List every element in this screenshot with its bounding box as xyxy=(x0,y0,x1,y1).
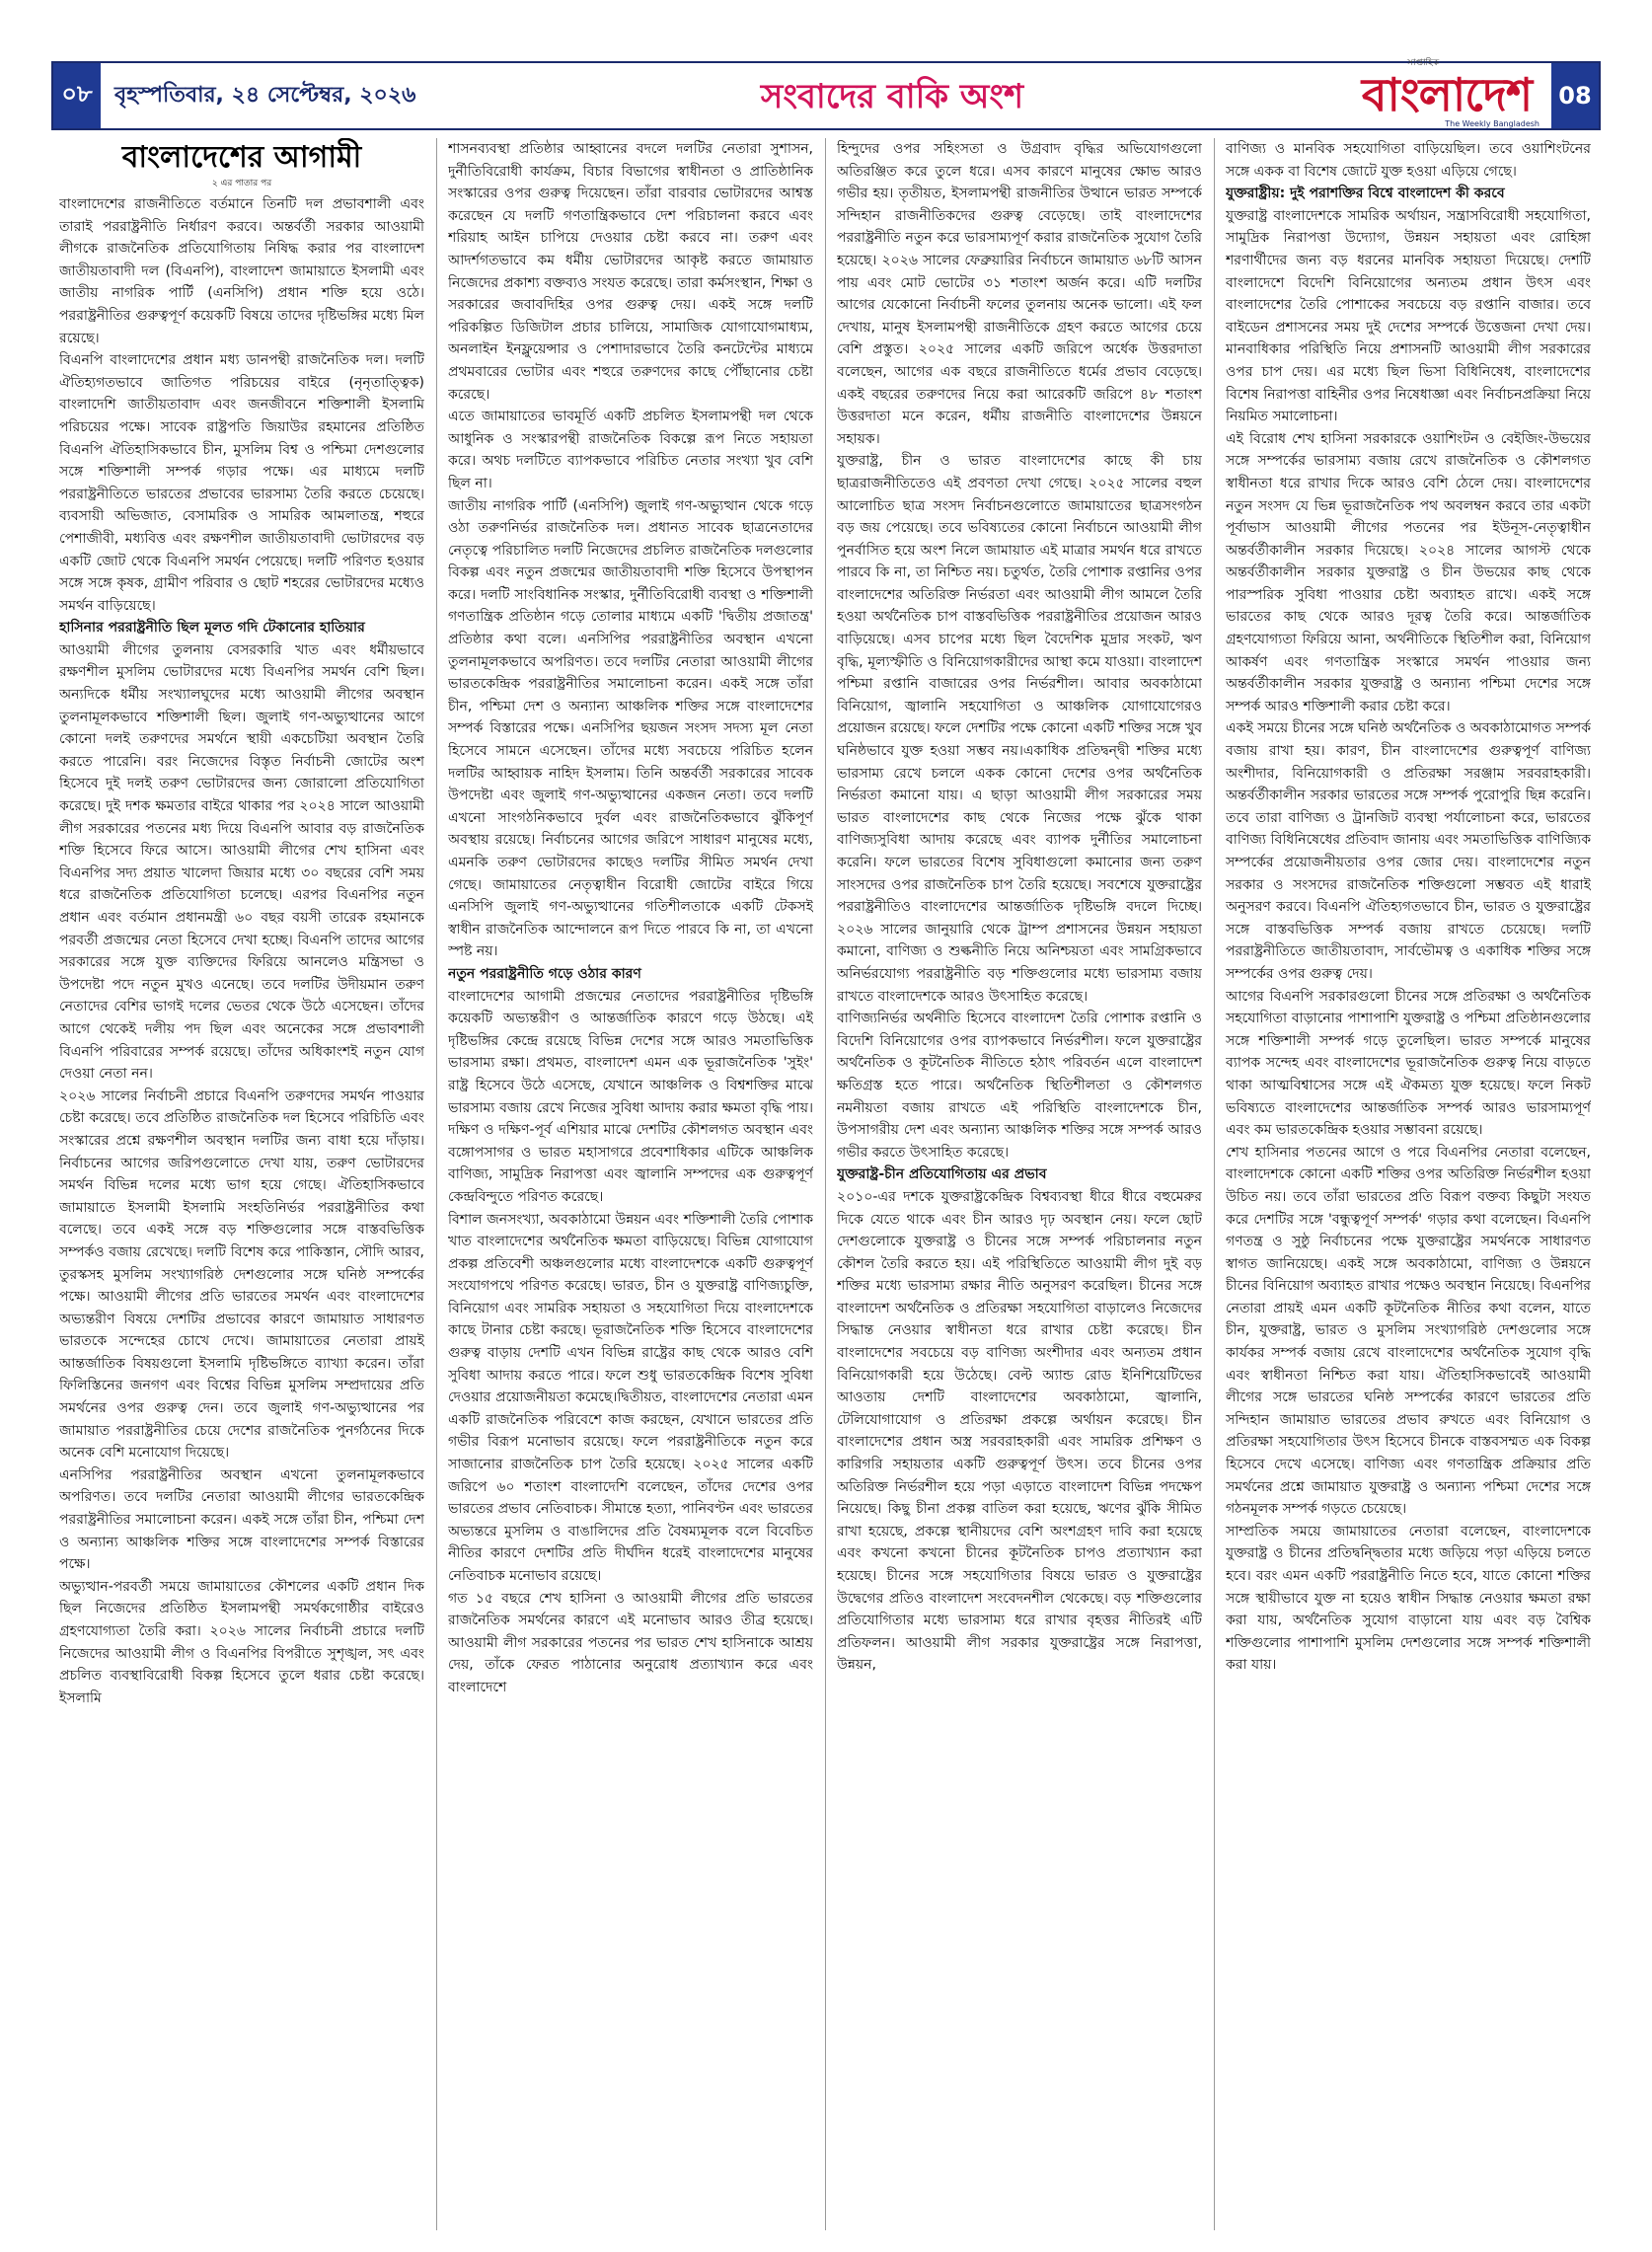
column-divider xyxy=(825,138,826,2230)
paragraph: অভ্যুত্থান-পরবর্তী সময়ে জামায়াতের কৌশলের একটি প্রধান দিক ছিল নিজেদের প্রতিষ্ঠিত ইসলামপন্থী সমর্থকগোষ্ঠীর বাইরেও গ্রহণযোগ্যতা তৈরি করা। ২০২৬ সালের নির্বাচনী প্রচারে দলটি নিজেদের আওয়ামী লীগ ও বিএনপির বিপরীতে সুশৃঙ্খল, সৎ এবং প্রচলিত ব্যবস্থাবিরোধী বিকল্প হিসেবে তুলে ধরার চেষ্টা করেছে। ইসলামি xyxy=(59,1578,424,1706)
subheading: যুক্তরাষ্ট্রীয়: দুই পরাশক্তির বিশ্বে বাংলাদেশ কী করবে xyxy=(1226,186,1505,202)
page-number-right: 08 xyxy=(1551,63,1599,128)
paragraph: একই সময়ে চীনের সঙ্গে ঘনিষ্ঠ অর্থনৈতিক ও অবকাঠামোগত সম্পর্ক বজায় রাখা হয়। কারণ, চীন বাংলাদেশের গুরুত্বপূর্ণ বাণিজ্য অংশীদার, বিনিয়োগকারী ও প্রতিরক্ষা সরঞ্জাম সরবরাহকারী। অন্তর্বর্তীকালীন সরকার ভারতের সঙ্গে সম্পর্ক পুরোপুরি ছিন্ন করেনি। তবে তারা বাণিজ্য ও ট্রানজিট ব্যবস্থা পর্যালোচনা করে, ভারতের বাণিজ্য বিধিনিষেধের প্রতিবাদ জানায় এবং সমতাভিত্তিক বাণিজ্যিক সম্পর্কের প্রয়োজনীয়তার ওপর জোর দেয়। বাংলাদেশের নতুন সরকার ও সংসদের রাজনৈতিক শক্তিগুলো সম্ভবত এই ধারাই অনুসরণ করবে। বিএনপি ঐতিহ্যগতভাবে চীন, ভারত ও যুক্তরাষ্ট্রের সঙ্গে বাস্তবভিত্তিক সম্পর্ক বজায় রাখতে চেয়েছে। দলটি পররাষ্ট্রনীতিতে জাতীয়তাবাদ, সার্বভৌমত্ব ও একাধিক শক্তির সঙ্গে সম্পর্কের ওপর গুরুত্ব দেয়। xyxy=(1226,720,1591,982)
paragraph: বিশাল জনসংখ্যা, অবকাঠামো উন্নয়ন এবং শক্তিশালী তৈরি পোশাক খাত বাংলাদেশের অর্থনৈতিক ক্ষমতা বাড়িয়েছে। বিভিন্ন যোগাযোগ প্রকল্প প্রতিবেশী অঞ্চলগুলোর মধ্যে বাংলাদেশকে একটি গুরুত্বপূর্ণ সংযোগপথে পরিণত করেছে। ভারত, চীন ও যুক্তরাষ্ট্র বাণিজ্যচুক্তি, বিনিয়োগ এবং সামরিক সহায়তা ও সহযোগিতা দিয়ে বাংলাদেশকে কাছে টানার চেষ্টা করছে। ভূরাজনৈতিক শক্তি হিসেবে বাংলাদেশের গুরুত্ব বাড়ায় দেশটি এখন বিভিন্ন রাষ্ট্রের কাছ থেকে আরও বেশি সুবিধা আদায় করতে পারে। ফলে শুধু ভারতকেন্দ্রিক বিশেষ সুবিধা দেওয়ার প্রয়োজনীয়তা কমেছে।দ্বিতীয়ত, বাংলাদেশের নেতারা এমন একটি রাজনৈতিক পরিবেশে কাজ করছেন, যেখানে ভারতের প্রতি গভীর বিরূপ মনোভাব রয়েছে। ফলে পররাষ্ট্রনীতিকে নতুন করে সাজানোর রাজনৈতিক চাপ তৈরি হয়েছে। ২০২৫ সালের একটি জরিপে ৬০ শতাংশ বাংলাদেশি বলেছেন, তাঁদের দেশের ওপর ভারতের প্রভাব নেতিবাচক। সীমান্তে হত্যা, পানিবণ্টন এবং ভারতের অভ্যন্তরে মুসলিম ও বাঙালিদের প্রতি বৈষম্যমূলক বলে বিবেচিত নীতির কারণে দেশটির প্রতি দীর্ঘদিন ধরেই বাংলাদেশের মানুষের নেতিবাচক মনোভাব রয়েছে। xyxy=(448,1211,813,1584)
column-divider xyxy=(1214,138,1215,2230)
paragraph: জাতীয় নাগরিক পার্টি (এনসিপি) জুলাই গণ-অভ্যুত্থান থেকে গড়ে ওঠা তরুণনির্ভর রাজনৈতিক দল। প্রধানত সাবেক ছাত্রনেতাদের নেতৃত্বে পরিচালিত দলটি নিজেদের প্রচলিত রাজনৈতিক দলগুলোর বিকল্প এবং নতুন প্রজন্মের জাতীয়তাবাদী শক্তি হিসেবে উপস্থাপন করে। দলটি সাংবিধানিক সংস্কার, দুর্নীতিবিরোধী ব্যবস্থা ও শক্তিশালী গণতান্ত্রিক প্রতিষ্ঠান গড়ে তোলার মাধ্যমে একটি 'দ্বিতীয় প্রজাতন্ত্র' প্রতিষ্ঠার কথা বলে। এনসিপির পররাষ্ট্রনীতির অবস্থান এখনো তুলনামূলকভাবে অপরিণত। তবে দলটির নেতারা আওয়ামী লীগের ভারতকেন্দ্রিক পররাষ্ট্রনীতির সমালোচনা করেন। একই সঙ্গে তাঁরা চীন, পশ্চিমা দেশ ও অন্যান্য আঞ্চলিক শক্তির সঙ্গে বাংলাদেশের সম্পর্ক বিস্তারের পক্ষে। এনসিপির ছয়জন সংসদ সদস্য মূল নেতা হিসেবে সামনে এসেছেন। তাঁদের মধ্যে সবচেয়ে পরিচিত হলেন দলটির আহ্বায়ক নাহিদ ইসলাম। তিনি অন্তর্বর্তী সরকারের সাবেক উপদেষ্টা এবং জুলাই গণ-অভ্যুত্থানের একজন নেতা। তবে দলটি এখনো সাংগঠনিকভাবে দুর্বল এবং রাজনৈতিকভাবে ঝুঁকিপূর্ণ অবস্থায় রয়েছে। নির্বাচনের আগের জরিপে সাধারণ মানুষের মধ্যে, এমনকি তরুণ ভোটারদের কাছেও দলটির সীমিত সমর্থন দেখা গেছে। জামায়াতের নেতৃত্বাধীন বিরোধী জোটের বাইরে গিয়ে এনসিপি জুলাই গণ-অভ্যুত্থানের গতিশীলতাকে একটি টেকসই স্বাধীন রাজনৈতিক আন্দোলনে রূপ দিতে পারবে কি না, তা এখনো স্পষ্ট নয়। xyxy=(448,497,813,960)
logo-wordmark: বাংলাদেশ xyxy=(1361,68,1533,121)
newspaper-logo xyxy=(1348,51,1545,132)
column-2 xyxy=(448,138,813,2230)
article-title: বাংলাদেশের আগামী xyxy=(121,140,362,175)
paragraph: এতে জামায়াতের ভাবমূর্তি একটি প্রচলিত ইসলামপন্থী দল থেকে আধুনিক ও সংস্কারপন্থী রাজনৈতিক বিকল্পে রূপ নিতে সহায়তা করে। অথচ দলটিতে ব্যাপকভাবে পরিচিত নেতার সংখ্যা খুব বেশি ছিল না। xyxy=(448,409,813,491)
paragraph: হিন্দুদের ওপর সহিংসতা ও উগ্রবাদ বৃদ্ধির অভিযোগগুলো অতিরঞ্জিত করে তুলে ধরে। এসব কারণে মানুষের ক্ষোভ আরও গভীর হয়। তৃতীয়ত, ইসলামপন্থী রাজনীতির উত্থানে ভারত সম্পর্কে সন্দিহান রাজনীতিকদের গুরুত্ব বেড়েছে। তাই বাংলাদেশের পররাষ্ট্রনীতি নতুন করে ভারসাম্যপূর্ণ করার রাজনৈতিক সুযোগ তৈরি হয়েছে। ২০২৬ সালের ফেব্রুয়ারির নির্বাচনে জামায়াত ৬৮টি আসন পায় এবং মোট ভোটের ৩১ শতাংশ অর্জন করে। এটি দলটির আগের যেকোনো নির্বাচনী ফলের তুলনায় অনেক ভালো। এই ফল দেখায়, মানুষ ইসলামপন্থী রাজনীতিকে গ্রহণ করতে আগের চেয়ে বেশি প্রস্তুত। ২০২৫ সালের একটি জরিপে অর্ধেক উত্তরদাতা বলেছেন, আগের এক বছরে রাজনীতিতে ধর্মের প্রভাব বেড়েছে। একই বছরের তরুণদের নিয়ে করা আরেকটি জরিপে ৪৮ শতাংশ উত্তরদাতা মনে করেন, ধর্মীয় রাজনীতি বাংলাদেশের উন্নয়নে সহায়ক। xyxy=(837,141,1202,447)
paragraph: শাসনব্যবস্থা প্রতিষ্ঠার আহ্বানের বদলে দলটির নেতারা সুশাসন, দুর্নীতিবিরোধী কার্যক্রম, বিচার বিভাগের স্বাধীনতা ও প্রাতিষ্ঠানিক সংস্কারের ওপর গুরুত্ব দিয়েছেন। তাঁরা বারবার ভোটারদের আশ্বস্ত করেছেন যে দলটি গণতান্ত্রিকভাবে দেশ পরিচালনা করবে এবং শরিয়াহ আইন চাপিয়ে দেওয়ার চেষ্টা করবে না। তরুণ এবং আদর্শগতভাবে কম ধর্মীয় ভোটারদের আকৃষ্ট করতে জামায়াত নিজেদের প্রকাশ্য বক্তব্যও সংযত করেছে। তারা কর্মসংস্থান, শিক্ষা ও সরকারের জবাবদিহির ওপর গুরুত্ব দেয়। একই সঙ্গে দলটি পরিকল্পিত ডিজিটাল প্রচার চালিয়ে, সামাজিক যোগাযোগমাধ্যম, অনলাইন ইনফ্লুয়েন্সার ও পেশাদারভাবে তৈরি কনটেন্টের মাধ্যমে প্রথমবারের ভোটার এবং শহুরে তরুণদের কাছে পৌঁছানোর চেষ্টা করেছে। xyxy=(448,141,813,403)
subheading: হাসিনার পররাষ্ট্রনীতি ছিল মূলত গদি টেকানোর হাতিয়ার xyxy=(59,620,365,637)
paragraph: সাম্প্রতিক সময়ে জামায়াতের নেতারা বলেছেন, বাংলাদেশকে যুক্তরাষ্ট্র ও চীনের প্রতিদ্বন্দ্বিতার মধ্যে জড়িয়ে পড়া এড়িয়ে চলতে হবে। বরং এমন একটি পররাষ্ট্রনীতি নিতে হবে, যাতে কোনো শক্তির সঙ্গে স্থায়ীভাবে যুক্ত না হয়েও স্বাধীন সিদ্ধান্ত নেওয়ার ক্ষমতা রক্ষা করা যায়, অর্থনৈতিক সুযোগ বাড়ানো যায় এবং বড় বৈশ্বিক শক্তিগুলোর পাশাপাশি মুসলিম দেশগুলোর সঙ্গে সম্পর্ক শক্তিশালী করা যায়। xyxy=(1226,1523,1591,1674)
logo-tag: সাপ্তাহিক xyxy=(1407,58,1440,68)
paragraph: বাংলাদেশের আগামী প্রজন্মের নেতাদের পররাষ্ট্রনীতির দৃষ্টিভঙ্গি কয়েকটি অভ্যন্তরীণ ও আন্তর্জাতিক কারণে গড়ে উঠছে। এই দৃষ্টিভঙ্গির কেন্দ্রে রয়েছে বিভিন্ন দেশের সঙ্গে আরও সমতাভিত্তিক ভারসাম্য রক্ষা। প্রথমত, বাংলাদেশ এমন এক ভূরাজনৈতিক 'সুইং' রাষ্ট্র হিসেবে উঠে এসেছে, যেখানে আঞ্চলিক ও বিশ্বশক্তির মাঝে ভারসাম্য বজায় রেখে নিজের সুবিধা আদায় করার ক্ষমতা বৃদ্ধি পায়। দক্ষিণ ও দক্ষিণ-পূর্ব এশিয়ার মাঝে দেশটির কৌশলগত অবস্থান এবং বঙ্গোপসাগর ও ভারত মহাসাগরে প্রবেশাধিকার এটিকে আঞ্চলিক বাণিজ্য, সামুদ্রিক নিরাপত্তা এবং জ্বালানি সম্পদের এক গুরুত্বপূর্ণ কেন্দ্রবিন্দুতে পরিণত করেছে। xyxy=(448,988,813,1205)
column-3 xyxy=(837,138,1202,2230)
paragraph: বাণিজ্য ও মানবিক সহযোগিতা বাড়িয়েছিল। তবে ওয়াশিংটনের সঙ্গে একক বা বিশেষ জোটে যুক্ত হওয়া এড়িয়ে গেছে। xyxy=(1226,141,1591,180)
subheading: নতুন পররাষ্ট্রনীতি গড়ে ওঠার কারণ xyxy=(448,965,641,982)
paragraph: আওয়ামী লীগের তুলনায় বেসরকারি খাত এবং ধর্মীয়ভাবে রক্ষণশীল মুসলিম ভোটারদের মধ্যে বিএনপির সমর্থন বেশি ছিল। অন্যদিকে ধর্মীয় সংখ্যালঘুদের মধ্যে আওয়ামী লীগের অবস্থান তুলনামূলকভাবে শক্তিশালী ছিল। জুলাই গণ-অভ্যুত্থানের আগে কোনো দলই তরুণদের সমর্থনে স্থায়ী একচেটিয়া অবস্থান তৈরি করতে পারেনি। বরং নিজেদের বিস্তৃত নির্বাচনী জোটের অংশ হিসেবে দুই দলই তরুণ ভোটারদের জন্য জোরালো প্রতিযোগিতা করেছে। দুই দশক ক্ষমতার বাইরে থাকার পর ২০২৪ সালে আওয়ামী লীগ সরকারের পতনের মধ্য দিয়ে বিএনপি আবার বড় রাজনৈতিক শক্তি হিসেবে ফিরে আসে। আওয়ামী লীগের শেখ হাসিনা এবং বিএনপির সদ্য প্রয়াত খালেদা জিয়ার মধ্যে ৩০ বছরের বেশি সময় ধরে রাজনৈতিক প্রতিযোগিতা চলেছে। এরপর বিএনপির নতুন প্রধান এবং বর্তমান প্রধানমন্ত্রী ৬০ বছর বয়সী তারেক রহমানকে পরবর্তী প্রজন্মের নেতা হিসেবে দেখা হচ্ছে। বিএনপি তাদের আগের সরকারের সঙ্গে যুক্ত ব্যক্তিদের ফিরিয়ে আনলেও মন্ত্রিসভা ও উপদেষ্টা পদে নতুন মুখও এনেছে। তবে দলটির উদীয়মান তরুণ নেতাদের বেশির ভাগই দলের ভেতর থেকে উঠে এসেছেন। তাঁদের আগে থেকেই দলীয় পদ ছিল এবং অনেকের সঙ্গে প্রভাবশালী বিএনপি পরিবারের সম্পর্ক রয়েছে। তাঁদের অধিকাংশই নতুন যোগ দেওয়া নেতা নন। xyxy=(59,641,424,1083)
page-number-left: ০৮ xyxy=(53,63,101,128)
paragraph: গত ১৫ বছরে শেখ হাসিনা ও আওয়ামী লীগের প্রতি ভারতের রাজনৈতিক সমর্থনের কারণে এই মনোভাব আরও তীব্র হয়েছে। আওয়ামী লীগ সরকারের পতনের পর ভারত শেখ হাসিনাকে আশ্রয় দেয়, তাঁকে ফেরত পাঠানোর অনুরোধ প্রত্যাখ্যান করে এবং বাংলাদেশে xyxy=(448,1590,813,1695)
column-1 xyxy=(59,138,424,2230)
paragraph: এনসিপির পররাষ্ট্রনীতির অবস্থান এখনো তুলনামূলকভাবে অপরিণত। তবে দলটির নেতারা আওয়ামী লীগের ভারতকেন্দ্রিক পররাষ্ট্রনীতির সমালোচনা করেন। একই সঙ্গে তাঁরা চীন, পশ্চিমা দেশ ও অন্যান্য আঞ্চলিক শক্তির সঙ্গে বাংলাদেশের সম্পর্ক বিস্তারের পক্ষে। xyxy=(59,1466,424,1573)
issue-date: বৃহস্পতিবার, ২৪ সেপ্টেম্বর, ২০২৬ xyxy=(114,82,416,108)
paragraph: বিএনপি বাংলাদেশের প্রধান মধ্য ডানপন্থী রাজনৈতিক দল। দলটি ঐতিহ্যগতভাবে জাতিগত পরিচয়ের বাইরে (নৃনৃতাত্ত্বিক) বাংলাদেশি জাতীয়তাবাদ এবং জনজীবনে শক্তিশালী ইসলামি পরিচয়ের পক্ষে। সাবেক রাষ্ট্রপতি জিয়াউর রহমানের প্রতিষ্ঠিত বিএনপি ঐতিহাসিকভাবে চীন, মুসলিম বিশ্ব ও পশ্চিমা দেশগুলোর সঙ্গে শক্তিশালী সম্পর্ক গড়ার পক্ষে। এর মাধ্যমে দলটি পররাষ্ট্রনীতিতে ভারতের প্রভাবের ভারসাম্য তৈরি করতে চেয়েছে। ব্যবসায়ী অভিজাত, বেসামরিক ও সামরিক আমলাতন্ত্র, শহুরে পেশাজীবী, মধ্যবিত্ত এবং রক্ষণশীল জাতীয়তাবাদী ভোটারদের বড় একটি জোট থেকে বিএনপি সমর্থন পেয়েছে। দলটি পরিণত হওয়ার সঙ্গে সঙ্গে কৃষক, গ্রামীণ পরিবার ও ছোট শহরের ভোটারদের মধ্যেও সমর্থন বাড়িয়েছে। xyxy=(59,352,424,614)
column-4 xyxy=(1226,138,1591,2230)
paragraph: বাংলাদেশের রাজনীতিতে বর্তমানে তিনটি দল প্রভাবশালী এবং তারাই পররাষ্ট্রনীতি নির্ধারণ করবে। অন্তর্বর্তী সরকার আওয়ামী লীগকে রাজনৈতিক প্রতিযোগিতায় নিষিদ্ধ করার পর বাংলাদেশ জাতীয়তাবাদী দল (বিএনপি), বাংলাদেশ জামায়াতে ইসলামী এবং জাতীয় নাগরিক পার্টি (এনসিপি) প্রধান শক্তি হয়ে ওঠে। পররাষ্ট্রনীতির গুরুত্বপূর্ণ কয়েকটি বিষয়ে তাদের দৃষ্টিভঙ্গির মধ্যে মিল রয়েছে। xyxy=(59,196,424,346)
paragraph: ২০২৬ সালের নির্বাচনী প্রচারে বিএনপি তরুণদের সমর্থন পাওয়ার চেষ্টা করেছে। তবে প্রতিষ্ঠিত রাজনৈতিক দল হিসেবে পরিচিতি এবং সংস্কারের প্রশ্নে রক্ষণশীল অবস্থান দলটির জন্য বাধা হয়ে দাঁড়ায়। নির্বাচনের আগের জরিপগুলোতে দেখা যায়, তরুণ ভোটারদের সমর্থন বিভিন্ন দলের মধ্যে ভাগ হয়ে গেছে। ঐতিহাসিকভাবে জামায়াতে ইসলামী ইসলামি সংহতিনির্ভর পররাষ্ট্রনীতির কথা বলেছে। তবে একই সঙ্গে বড় শক্তিগুলোর সঙ্গে বাস্তবভিত্তিক সম্পর্কও বজায় রেখেছে। দলটি বিশেষ করে পাকিস্তান, সৌদি আরব, তুরস্কসহ মুসলিম সংখ্যাগরিষ্ঠ দেশগুলোর সঙ্গে ঘনিষ্ঠ সম্পর্কের পক্ষে। আওয়ামী লীগের প্রতি ভারতের সমর্থন এবং বাংলাদেশের অভ্যন্তরীণ বিষয়ে দেশটির প্রভাবের কারণে জামায়াত সাধারণত ভারতকে সন্দেহের চোখে দেখে। জামায়াতের নেতারা প্রায়ই আন্তর্জাতিক বিষয়গুলো ইসলামি দৃষ্টিভঙ্গিতে ব্যাখ্যা করেন। তাঁরা ফিলিস্তিনের জনগণ এবং বিশ্বের বিভিন্ন মুসলিম সম্প্রদায়ের প্রতি সমর্থনের ওপর গুরুত্ব দেন। তবে জুলাই গণ-অভ্যুত্থানের পর জামায়াত পররাষ্ট্রনীতির চেয়ে দেশের রাজনৈতিক পুনর্গঠনের দিকে অনেক বেশি মনোযোগ দিয়েছে। xyxy=(59,1088,424,1462)
paragraph: আগের বিএনপি সরকারগুলো চীনের সঙ্গে প্রতিরক্ষা ও অর্থনৈতিক সহযোগিতা বাড়ানোর পাশাপাশি যুক্তরাষ্ট্র ও পশ্চিমা প্রতিষ্ঠানগুলোর সঙ্গে শক্তিশালী সম্পর্ক গড়ে তুলেছিল। ভারত সম্পর্কে মানুষের ব্যাপক সন্দেহ এবং বাংলাদেশের ভূরাজনৈতিক গুরুত্ব নিয়ে বাড়তে থাকা আত্মবিশ্বাসের সঙ্গে এই ঐকমত্য যুক্ত হয়েছে। ফলে নিকট ভবিষ্যতে বাংলাদেশের আন্তর্জাতিক সম্পর্ক আরও ভারসাম্যপূর্ণ এবং কম ভারতকেন্দ্রিক হওয়ার সম্ভাবনা রয়েছে। xyxy=(1226,988,1591,1139)
paragraph: শেখ হাসিনার পতনের আগে ও পরে বিএনপির নেতারা বলেছেন, বাংলাদেশকে কোনো একটি শক্তির ওপর অতিরিক্ত নির্ভরশীল হওয়া উচিত নয়। তবে তাঁরা ভারতের প্রতি বিরূপ বক্তব্য কিছুটা সংযত করে দেশটির সঙ্গে 'বন্ধুত্বপূর্ণ সম্পর্ক' গড়ার কথা বলেছেন। বিএনপি গণতন্ত্র ও সুষ্ঠু নির্বাচনের পক্ষে যুক্তরাষ্ট্রের সমর্থনকে সাধারণত স্বাগত জানিয়েছে। একই সঙ্গে অবকাঠামো, বাণিজ্য ও উন্নয়নে চীনের বিনিয়োগ অব্যাহত রাখার পক্ষেও অবস্থান নিয়েছে। বিএনপির নেতারা প্রায়ই এমন একটি কূটনৈতিক নীতির কথা বলেন, যাতে চীন, যুক্তরাষ্ট্র, ভারত ও মুসলিম সংখ্যাগরিষ্ঠ দেশগুলোর সঙ্গে কার্যকর সম্পর্ক বজায় রেখে বাংলাদেশের অর্থনৈতিক সুযোগ বৃদ্ধি এবং স্বাধীনতা নিশ্চিত করা যায়। ঐতিহাসিকভাবেই আওয়ামী লীগের সঙ্গে ভারতের ঘনিষ্ঠ সম্পর্কের কারণে ভারতের প্রতি সন্দিহান জামায়াত ভারতের প্রভাব রুখতে এবং বিনিয়োগ ও প্রতিরক্ষা সহযোগিতার উৎস হিসেবে চীনকে বাস্তবসম্মত এক বিকল্প হিসেবে দেখে এসেছে। বাণিজ্য এবং গণতান্ত্রিক প্রক্রিয়ার প্রতি সমর্থনের প্রশ্নে জামায়াত যুক্তরাষ্ট্র ও অন্যান্য পশ্চিমা দেশের সঙ্গে গঠনমূলক সম্পর্ক গড়তে চেয়েছে। xyxy=(1226,1144,1591,1518)
article-columns xyxy=(59,138,1599,2230)
subheading: যুক্তরাষ্ট্র-চীন প্রতিযোগিতায় এর প্রভাব xyxy=(837,1166,1047,1183)
paragraph: যুক্তরাষ্ট্র, চীন ও ভারত বাংলাদেশের কাছে কী চায় ছাত্ররাজনীতিতেও এই প্রবণতা দেখা গেছে। ২০২৫ সালের বহুল আলোচিত ছাত্র সংসদ নির্বাচনগুলোতে জামায়াতের ছাত্রসংগঠন বড় জয় পেয়েছে। তবে ভবিষ্যতের কোনো নির্বাচনে আওয়ামী লীগ পুনর্বাসিত হয়ে অংশ নিলে জামায়াত এই মাত্রার সমর্থন ধরে রাখতে পারবে কি না, তা নিশ্চিত নয়। চতুর্থত, তৈরি পোশাক রপ্তানির ওপর বাংলাদেশের অতিরিক্ত নির্ভরতা এবং আওয়ামী লীগ আমলে তৈরি হওয়া অর্থনৈতিক চাপ বাস্তবভিত্তিক পররাষ্ট্রনীতির প্রয়োজন আরও বাড়িয়েছে। এসব চাপের মধ্যে ছিল বৈদেশিক মুদ্রার সংকট, ঋণ বৃদ্ধি, মূল্যস্ফীতি ও বিনিয়োগকারীদের আস্থা কমে যাওয়া। বাংলাদেশ পশ্চিমা রপ্তানি বাজারের ওপর নির্ভরশীল। আবার অবকাঠামো বিনিয়োগ, জ্বালানি সহযোগিতা ও আঞ্চলিক যোগাযোগেরও প্রয়োজন রয়েছে। ফলে দেশটির পক্ষে কোনো একটি শক্তির সঙ্গে খুব ঘনিষ্ঠভাবে যুক্ত হওয়া সম্ভব নয়।একাধিক প্রতিদ্বন্দ্বী শক্তির মধ্যে ভারসাম্য রেখে চললে একক কোনো দেশের ওপর অর্থনৈতিক নির্ভরতা কমানো যায়। এ ছাড়া আওয়ামী লীগ সরকারের সময় ভারত বাংলাদেশের কাছ থেকে নিজের পক্ষে ঝুঁকে থাকা বাণিজ্যসুবিধা আদায় করেছে এবং ব্যাপক দুর্নীতির সমালোচনা করেনি। ফলে ভারতের বিশেষ সুবিধাগুলো কমানোর জন্য তরুণ সাংসদের ওপর রাজনৈতিক চাপ তৈরি হয়েছে। সবশেষে যুক্তরাষ্ট্রের পররাষ্ট্রনীতিও বাংলাদেশের আন্তর্জাতিক দৃষ্টিভঙ্গি বদলে দিচ্ছে। ২০২৬ সালের জানুয়ারি থেকে ট্রাম্প প্রশাসনের উন্নয়ন সহায়তা কমানো, বাণিজ্য ও শুল্কনীতি নিয়ে অনিশ্চয়তা এবং সামগ্রিকভাবে অনির্ভরযোগ্য পররাষ্ট্রনীতি বড় শক্তিগুলোর মধ্যে ভারসাম্য বজায় রাখতে বাংলাদেশকে আরও উৎসাহিত করেছে। xyxy=(837,453,1202,1005)
paragraph: এই বিরোধ শেখ হাসিনা সরকারকে ওয়াশিংটন ও বেইজিং-উভয়ের সঙ্গে সম্পর্কের ভারসাম্য বজায় রেখে রাজনৈতিক ও কৌশলগত স্বাধীনতা ধরে রাখার দিকে আরও বেশি ঠেলে দেয়। বাংলাদেশের নতুন সংসদ যে ভিন্ন ভূরাজনৈতিক পথ অবলম্বন করবে তার একটা পূর্বাভাস আওয়ামী লীগের পতনের পর ইউনূস-নেতৃত্বাধীন অন্তর্বর্তীকালীন সরকার দিয়েছে। ২০২৪ সালের আগস্ট থেকে অন্তর্বর্তীকালীন সরকার যুক্তরাষ্ট্র ও চীন উভয়ের কাছ থেকে পারস্পরিক সুবিধা পাওয়ার চেষ্টা অব্যাহত রাখে। একই সঙ্গে ভারতের কাছ থেকে আরও দূরত্ব তৈরি করে। আন্তর্জাতিক গ্রহণযোগ্যতা ফিরিয়ে আনা, অর্থনীতিকে স্থিতিশীল করা, বিনিয়োগ আকর্ষণ এবং গণতান্ত্রিক সংস্কারে সমর্থন পাওয়ার জন্য অন্তর্বর্তীকালীন সরকার যুক্তরাষ্ট্র ও অন্যান্য পশ্চিমা দেশের সঙ্গে সম্পর্ক আরও শক্তিশালী করার চেষ্টা করে। xyxy=(1226,430,1591,714)
paragraph: যুক্তরাষ্ট্র বাংলাদেশকে সামরিক অর্থায়ন, সন্ত্রাসবিরোধী সহযোগিতা, সামুদ্রিক নিরাপত্তা উদ্যোগ, উন্নয়ন সহায়তা এবং রোহিঙ্গা শরণার্থীদের জন্য বড় ধরনের মানবিক সহায়তা দিয়েছে। দেশটি বাংলাদেশে বিদেশি বিনিয়োগের অন্যতম প্রধান উৎস এবং বাংলাদেশের তৈরি পোশাকের সবচেয়ে বড় রপ্তানি বাজার। তবে বাইডেন প্রশাসনের সময় দুই দেশের সম্পর্কে উত্তেজনা দেখা দেয়। মানবাধিকার পরিস্থিতি নিয়ে প্রশাসনটি আওয়ামী লীগ সরকারের ওপর চাপ দেয়। এর মধ্যে ছিল ভিসা বিধিনিষেধ, বাংলাদেশের বিশেষ নিরাপত্তা বাহিনীর ওপর নিষেধাজ্ঞা এবং নির্বাচনপ্রক্রিয়া নিয়ে নিয়মিত সমালোচনা। xyxy=(1226,207,1591,425)
column-divider xyxy=(436,138,437,2230)
section-title: সংবাদের বাকি অংশ xyxy=(760,77,1024,116)
page-header xyxy=(51,58,1601,130)
continued-note: ২ এর পাতার পর xyxy=(211,179,272,188)
paragraph: বাণিজ্যনির্ভর অর্থনীতি হিসেবে বাংলাদেশ তৈরি পোশাক রপ্তানি ও বিদেশি বিনিয়োগের ওপর ব্যাপকভাবে নির্ভরশীল। ফলে যুক্তরাষ্ট্রের অর্থনৈতিক ও কূটনৈতিক নীতিতে হঠাৎ পরিবর্তন এলে বাংলাদেশ ক্ষতিগ্রস্ত হতে পারে। অর্থনৈতিক স্থিতিশীলতা ও কৌশলগত নমনীয়তা বজায় রাখতে এই পরিস্থিতি বাংলাদেশকে চীন, উপসাগরীয় দেশ এবং অন্যান্য আঞ্চলিক শক্তির সঙ্গে সম্পর্ক আরও গভীর করতে উৎসাহিত করেছে। xyxy=(837,1011,1202,1161)
logo-subtitle: The Weekly Bangladesh xyxy=(1445,119,1539,128)
paragraph: ২০১০-এর দশকে যুক্তরাষ্ট্রকেন্দ্রিক বিশ্বব্যবস্থা ধীরে ধীরে বহুমেরুর দিকে যেতে থাকে এবং চীন আরও দৃঢ় অবস্থান নেয়। ফলে ছোট দেশগুলোকে যুক্তরাষ্ট্র ও চীনের সঙ্গে সম্পর্ক পরিচালনার নতুন কৌশল তৈরি করতে হয়। এই পরিস্থিতিতে আওয়ামী লীগ দুই বড় শক্তির মধ্যে ভারসাম্য রক্ষার নীতি অনুসরণ করেছিল। চীনের সঙ্গে বাংলাদেশ অর্থনৈতিক ও প্রতিরক্ষা সহযোগিতা বাড়ালেও নিজেদের সিদ্ধান্ত নেওয়ার স্বাধীনতা ধরে রাখার চেষ্টা করেছে। চীন বাংলাদেশের সবচেয়ে বড় বাণিজ্য অংশীদার এবং অন্যতম প্রধান বিনিয়োগকারী হয়ে উঠেছে। বেল্ট অ্যান্ড রোড ইনিশিয়েটিভের আওতায় দেশটি বাংলাদেশের অবকাঠামো, জ্বালানি, টেলিযোগাযোগ ও প্রতিরক্ষা প্রকল্পে অর্থায়ন করেছে। চীন বাংলাদেশের প্রধান অস্ত্র সরবরাহকারী এবং সামরিক প্রশিক্ষণ ও কারিগরি সহায়তার একটি গুরুত্বপূর্ণ উৎস। তবে চীনের ওপর অতিরিক্ত নির্ভরশীল হয়ে পড়া এড়াতে বাংলাদেশ বিভিন্ন পদক্ষেপ নিয়েছে। কিছু চীনা প্রকল্প বাতিল করা হয়েছে, ঋণের ঝুঁকি সীমিত রাখা হয়েছে, প্রকল্পে স্থানীয়দের বেশি অংশগ্রহণ দাবি করা হয়েছে এবং কখনো কখনো চীনের কূটনৈতিক চাপও প্রত্যাখ্যান করা হয়েছে। চীনের সঙ্গে সহযোগিতার বিষয়ে ভারত ও যুক্তরাষ্ট্রের উদ্বেগের প্রতিও বাংলাদেশ সংবেদনশীল থেকেছে। বড় শক্তিগুলোর প্রতিযোগিতার মধ্যে ভারসাম্য ধরে রাখার বৃহত্তর নীতিরই এটি প্রতিফলন। আওয়ামী লীগ সরকার যুক্তরাষ্ট্রের সঙ্গে নিরাপত্তা, উন্নয়ন, xyxy=(837,1188,1202,1674)
